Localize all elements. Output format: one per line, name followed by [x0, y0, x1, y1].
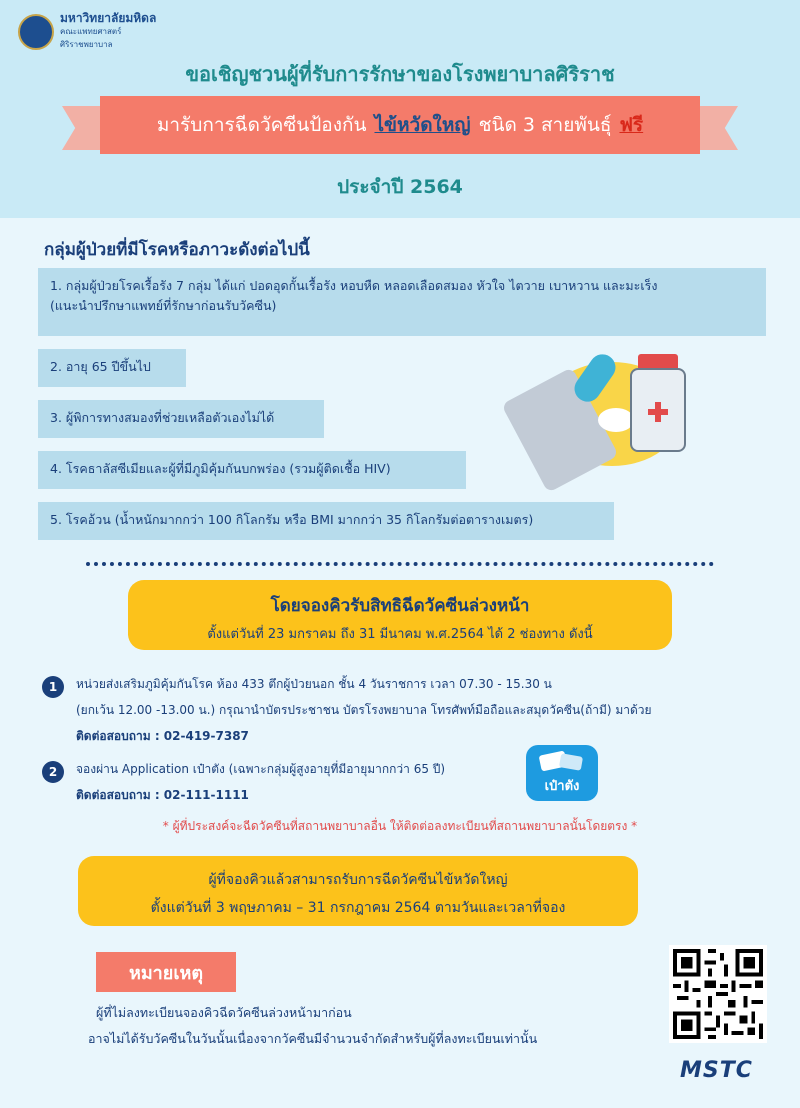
paotang-app-icon — [526, 745, 598, 801]
group-item-1 — [38, 268, 766, 336]
channel-1-line2: (ยกเว้น 12.00 -13.00 น.) กรุณานำบัตรประชาชน บัตรโรงพยาบาล โทรศัพท์มือถือและสมุดวัคซีน(ถ้ามี) มาด้วย — [76, 703, 652, 717]
schedule-banner — [78, 856, 638, 926]
ribbon-accent: ไข้หวัดใหญ่ — [374, 114, 471, 136]
headline: ขอเชิญชวนผู้ที่รับการรักษาของโรงพยาบาลศิริราช — [185, 62, 615, 86]
channel-2-number: 2 — [42, 761, 64, 783]
schedule-line1: ผู้ที่จองคิวแล้วสามารถรับการฉีดวัคซีนไข้หวัดใหญ่ — [208, 872, 508, 888]
booking-subtitle: ตั้งแต่วันที่ 23 มกราคม ถึง 31 มีนาคม พ.ศ.2564 ได้ 2 ช่องทาง ดังนี้ — [207, 627, 593, 642]
group-item-1-line1: 1. กลุ่มผู้ป่วยโรคเรื้อรัง 7 กลุ่ม ได้แก่ ปอดอุดกั้นเรื้อรัง หอบหืด หลอดเลือดสมอง หัวใจ ไตวาย เบาหวาน และมะเร็ง — [50, 278, 658, 293]
qr-code-graphic — [669, 945, 767, 1043]
groups-title: กลุ่มผู้ป่วยที่มีโรคหรือภาวะดังต่อไปนี้ — [44, 240, 310, 260]
group-item-5: 5. โรคอ้วน (น้ำหนักมากกว่า 100 กิโลกรัม หรือ BMI มากกว่า 35 กิโลกรัมต่อตารางเมตร) — [38, 502, 614, 540]
channel-1-line1: หน่วยส่งเสริมภูมิคุ้มกันโรค ห้อง 433 ตึกผู้ป่วยนอก ชั้น 4 วันราชการ เวลา 07.30 - 15.30 น — [76, 677, 552, 691]
note-text — [88, 1000, 538, 1052]
note-line1: ผู้ที่ไม่ลงทะเบียนจองคิวฉีดวัคซีนล่วงหน้ามาก่อน — [96, 1005, 352, 1020]
mstc-logo: MSTC — [680, 1058, 753, 1083]
dotted-divider — [86, 562, 714, 566]
channel-2-line1: จองผ่าน Application เป๋าตัง (เฉพาะกลุ่มผู้สูงอายุที่มีอายุมากกว่า 65 ปี) — [76, 762, 446, 776]
org-name — [60, 12, 156, 51]
year-label: ประจำปี 2564 — [337, 176, 463, 198]
ribbon-text-2: ชนิด 3 สายพันธุ์ — [478, 114, 612, 136]
group-item-2: 2. อายุ 65 ปีขึ้นไป — [38, 349, 186, 387]
tablet-icon — [598, 408, 634, 432]
app-label: เป๋าตัง — [544, 779, 580, 794]
ribbon-free: ฟรี — [619, 114, 644, 136]
qr-code-icon[interactable] — [669, 945, 767, 1043]
group-item-4: 4. โรคธาลัสซีเมียและผู้ที่มีภูมิคุ้มกันบกพร่อง (รวมผู้ติดเชื้อ HIV) — [38, 451, 466, 489]
note-line2: อาจไม่ได้รับวัคซีนในวันนั้นเนื่องจากวัคซีนมีจำนวนจำกัดสำหรับผู้ที่ลงทะเบียนเท่านั้น — [88, 1031, 538, 1046]
group-item-3: 3. ผู้พิการทางสมองที่ช่วยเหลือตัวเองไม่ได้ — [38, 400, 324, 438]
booking-banner — [128, 580, 672, 650]
channel-1-contact: ติดต่อสอบถาม : 02-419-7387 — [76, 729, 249, 743]
note-tag: หมายเหตุ — [96, 952, 236, 992]
card-shape-2 — [559, 753, 583, 771]
ribbon-text-1: มารับการฉีดวัคซีนป้องกัน — [156, 114, 367, 136]
channel-1-number: 1 — [42, 676, 64, 698]
org-line1: มหาวิทยาลัยมหิดล — [60, 11, 157, 25]
medicine-illustration-icon — [520, 350, 700, 480]
channel-2-contact: ติดต่อสอบถาม : 02-111-1111 — [76, 788, 249, 802]
warning-note: * ผู้ที่ประสงค์จะฉีดวัคซีนที่สถานพยาบาลอื่น ให้ติดต่อลงทะเบียนที่สถานพยาบาลนั้นโดยตรง * — [162, 819, 638, 833]
channel-1 — [76, 671, 756, 749]
booking-title: โดยจองคิวรับสิทธิฉีดวัคซีนล่วงหน้า — [270, 596, 530, 616]
title-ribbon — [62, 96, 738, 158]
ribbon-body — [100, 96, 700, 154]
schedule-line2: ตั้งแต่วันที่ 3 พฤษภาคม – 31 กรกฎาคม 2564 ตามวันและเวลาที่จอง — [150, 900, 566, 916]
group-item-1-line2: (แนะนำปรึกษาแพทย์ที่รักษาก่อนรับวัคซีน) — [50, 298, 277, 313]
mahidol-seal-icon — [18, 14, 54, 50]
org-line2: คณะแพทยศาสตร์ — [60, 27, 122, 36]
channel-2 — [76, 756, 516, 808]
org-line3: ศิริราชพยาบาล — [60, 40, 113, 49]
